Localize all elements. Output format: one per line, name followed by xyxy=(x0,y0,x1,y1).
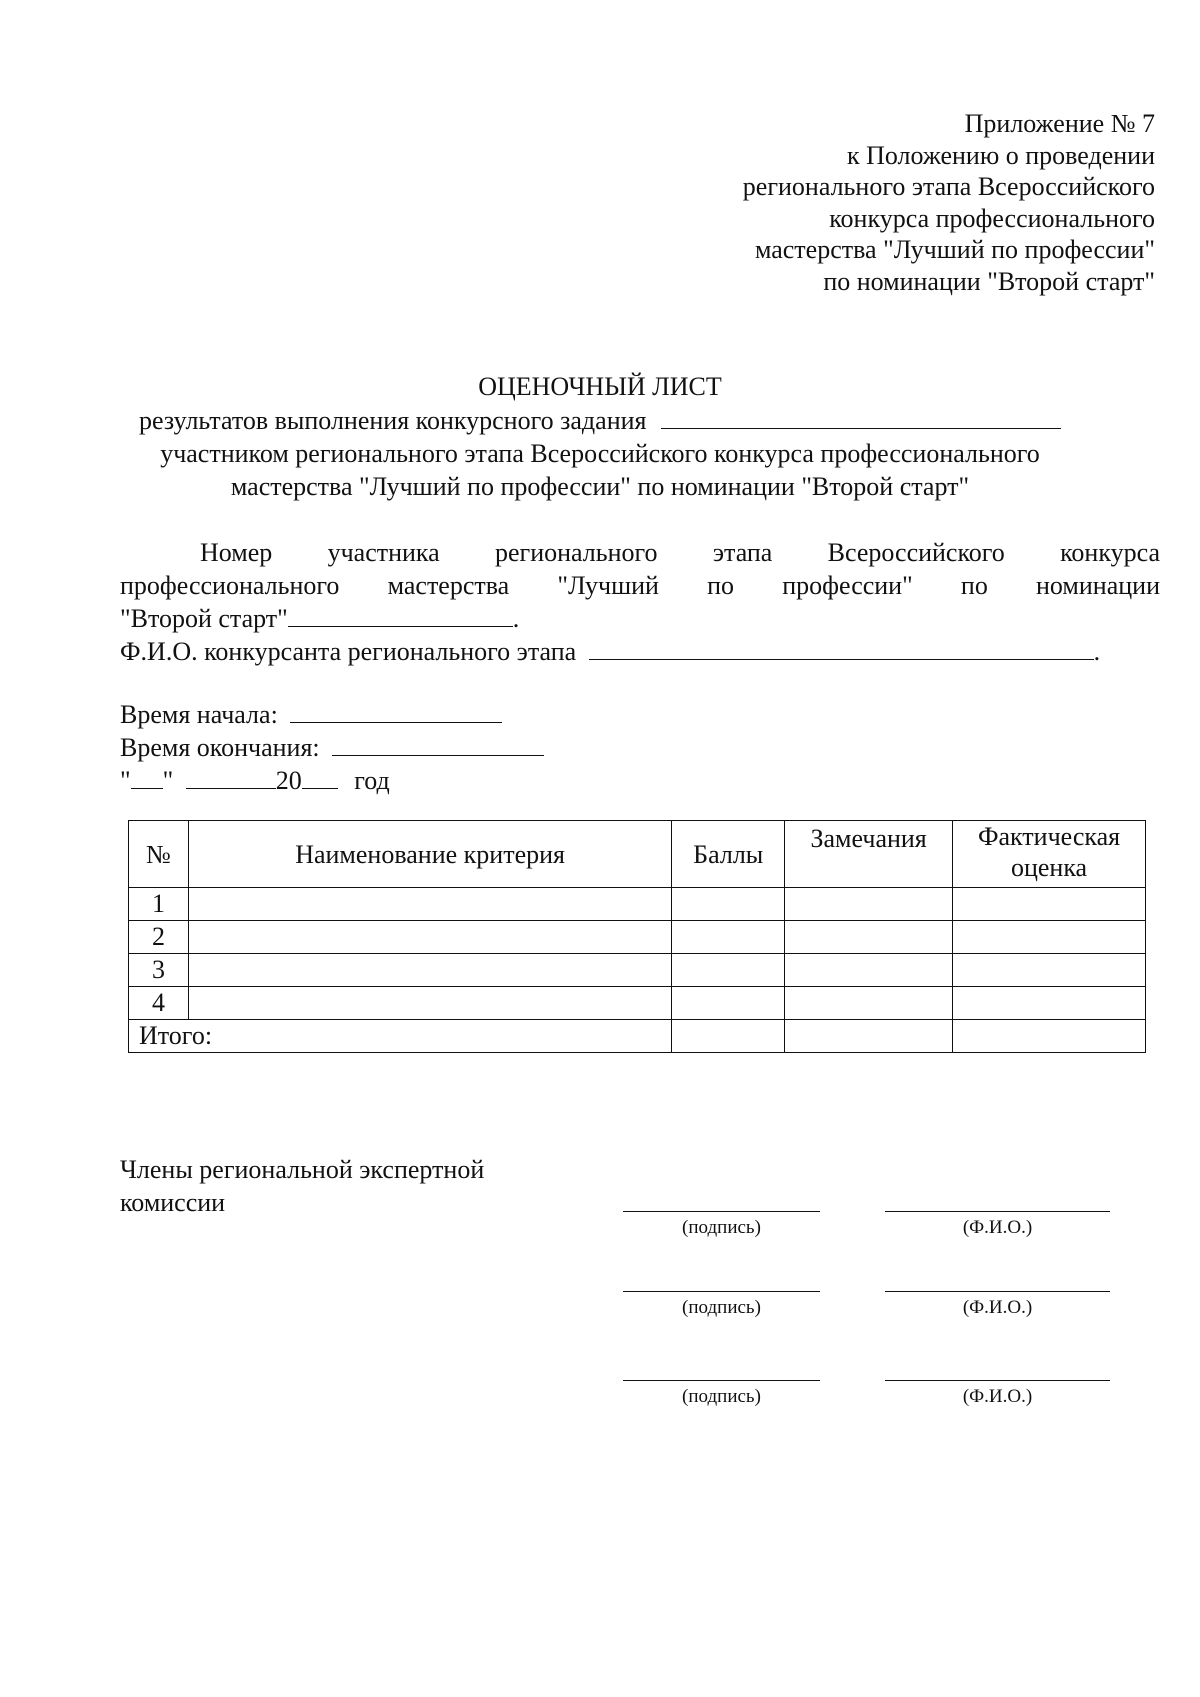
appendix-line: к Положению о проведении xyxy=(846,140,1155,170)
signature-caption: (подпись) xyxy=(682,1217,761,1238)
signature-caption: (подпись) xyxy=(682,1297,761,1318)
row-number: 3 xyxy=(129,954,189,987)
participant-number-line-2: профессионального мастерства "Лучший по профессии" по номинации xyxy=(120,571,1160,600)
header-number: № xyxy=(129,821,189,888)
row-number: 4 xyxy=(129,987,189,1020)
points-cell[interactable] xyxy=(672,921,785,954)
date-line xyxy=(120,766,390,796)
commission-label-line: Члены региональной экспертной xyxy=(120,1155,485,1184)
total-actual-score-cell[interactable] xyxy=(953,1020,1146,1053)
fio-signature-line[interactable] xyxy=(885,1380,1110,1381)
participant-number-text: Номер участника регионального этапа Всероссийского конкурса xyxy=(200,538,1160,567)
start-time-line xyxy=(120,700,502,730)
end-time-blank[interactable] xyxy=(332,733,544,756)
points-cell[interactable] xyxy=(672,954,785,987)
signature-line[interactable] xyxy=(623,1291,820,1292)
appendix-line: мастерства "Лучший по профессии" xyxy=(754,235,1155,264)
year-blank[interactable] xyxy=(302,766,338,789)
total-points-cell[interactable] xyxy=(672,1020,785,1053)
start-time-label: Время начала: xyxy=(120,700,278,729)
fio-blank[interactable] xyxy=(589,637,1094,660)
points-cell[interactable] xyxy=(672,888,785,921)
year-prefix: 20 xyxy=(275,766,302,795)
criterion-cell[interactable] xyxy=(188,954,671,987)
points-cell[interactable] xyxy=(672,987,785,1020)
participant-number-line-3 xyxy=(120,604,519,634)
criterion-cell[interactable] xyxy=(188,987,671,1020)
header-remarks: Замечания xyxy=(785,821,953,888)
task-name-blank[interactable] xyxy=(661,406,1061,429)
day-blank[interactable] xyxy=(131,766,163,789)
fio-caption: (Ф.И.О.) xyxy=(962,1217,1033,1238)
signature-line[interactable] xyxy=(623,1211,820,1212)
end-time-label: Время окончания: xyxy=(120,733,320,762)
start-time-blank[interactable] xyxy=(290,700,502,723)
appendix-line: конкурса профессионального xyxy=(829,203,1155,233)
fio-signature-line[interactable] xyxy=(885,1291,1110,1292)
commission-label xyxy=(120,1153,484,1219)
period: . xyxy=(1093,637,1101,666)
end-time-line xyxy=(120,733,544,763)
appendix-line: по номинации "Второй старт" xyxy=(823,266,1155,296)
table-header-row xyxy=(129,821,1146,888)
period: . xyxy=(512,604,520,633)
quote: " xyxy=(162,766,174,795)
actual-score-cell[interactable] xyxy=(953,954,1146,987)
subtitle-participant: участником регионального этапа Всероссийского конкурса профессионального xyxy=(160,439,1040,468)
appendix-block xyxy=(595,108,1155,297)
criteria-table xyxy=(128,820,1146,1053)
header-actual-score: Фактическая оценка xyxy=(953,821,1146,888)
row-number: 2 xyxy=(129,921,189,954)
remarks-cell[interactable] xyxy=(785,888,953,921)
signature-caption: (подпись) xyxy=(682,1386,761,1407)
commission-label-line: комиссии xyxy=(120,1188,226,1217)
remarks-cell[interactable] xyxy=(785,987,953,1020)
quote: " xyxy=(120,766,131,795)
appendix-line: Приложение № 7 xyxy=(964,109,1155,138)
signature-line[interactable] xyxy=(623,1380,820,1381)
fio-label: Ф.И.О. конкурсанта регионального этапа xyxy=(120,637,577,666)
fio-line xyxy=(120,637,1100,667)
row-number: 1 xyxy=(129,888,189,921)
actual-score-cell[interactable] xyxy=(953,921,1146,954)
total-row xyxy=(129,1020,1146,1053)
appendix-line: регионального этапа Всероссийского xyxy=(742,172,1155,201)
criterion-cell[interactable] xyxy=(188,888,671,921)
year-suffix: год xyxy=(354,766,390,795)
total-remarks-cell[interactable] xyxy=(785,1020,953,1053)
month-blank[interactable] xyxy=(186,766,276,789)
fio-caption: (Ф.И.О.) xyxy=(962,1386,1033,1407)
actual-score-cell[interactable] xyxy=(953,888,1146,921)
total-label: Итого: xyxy=(129,1020,672,1053)
criterion-cell[interactable] xyxy=(188,921,671,954)
table-row xyxy=(129,954,1146,987)
participant-number-line-1 xyxy=(120,538,1160,568)
subtitle-task-text: результатов выполнения конкурсного задания xyxy=(139,406,647,435)
participant-number-blank[interactable] xyxy=(288,604,513,627)
remarks-cell[interactable] xyxy=(785,954,953,987)
table-row xyxy=(129,888,1146,921)
table-row xyxy=(129,921,1146,954)
subtitle-nomination: мастерства "Лучший по профессии" по номинации "Второй старт" xyxy=(230,472,970,501)
header-points: Баллы xyxy=(672,821,785,888)
header-criterion: Наименование критерия xyxy=(188,821,671,888)
table-row xyxy=(129,987,1146,1020)
fio-caption: (Ф.И.О.) xyxy=(962,1297,1033,1318)
subtitle-task xyxy=(0,406,1200,436)
nomination-text: "Второй старт" xyxy=(120,604,288,633)
page-title: ОЦЕНОЧНЫЙ ЛИСТ xyxy=(478,372,722,401)
actual-score-cell[interactable] xyxy=(953,987,1146,1020)
fio-signature-line[interactable] xyxy=(885,1211,1110,1212)
remarks-cell[interactable] xyxy=(785,921,953,954)
